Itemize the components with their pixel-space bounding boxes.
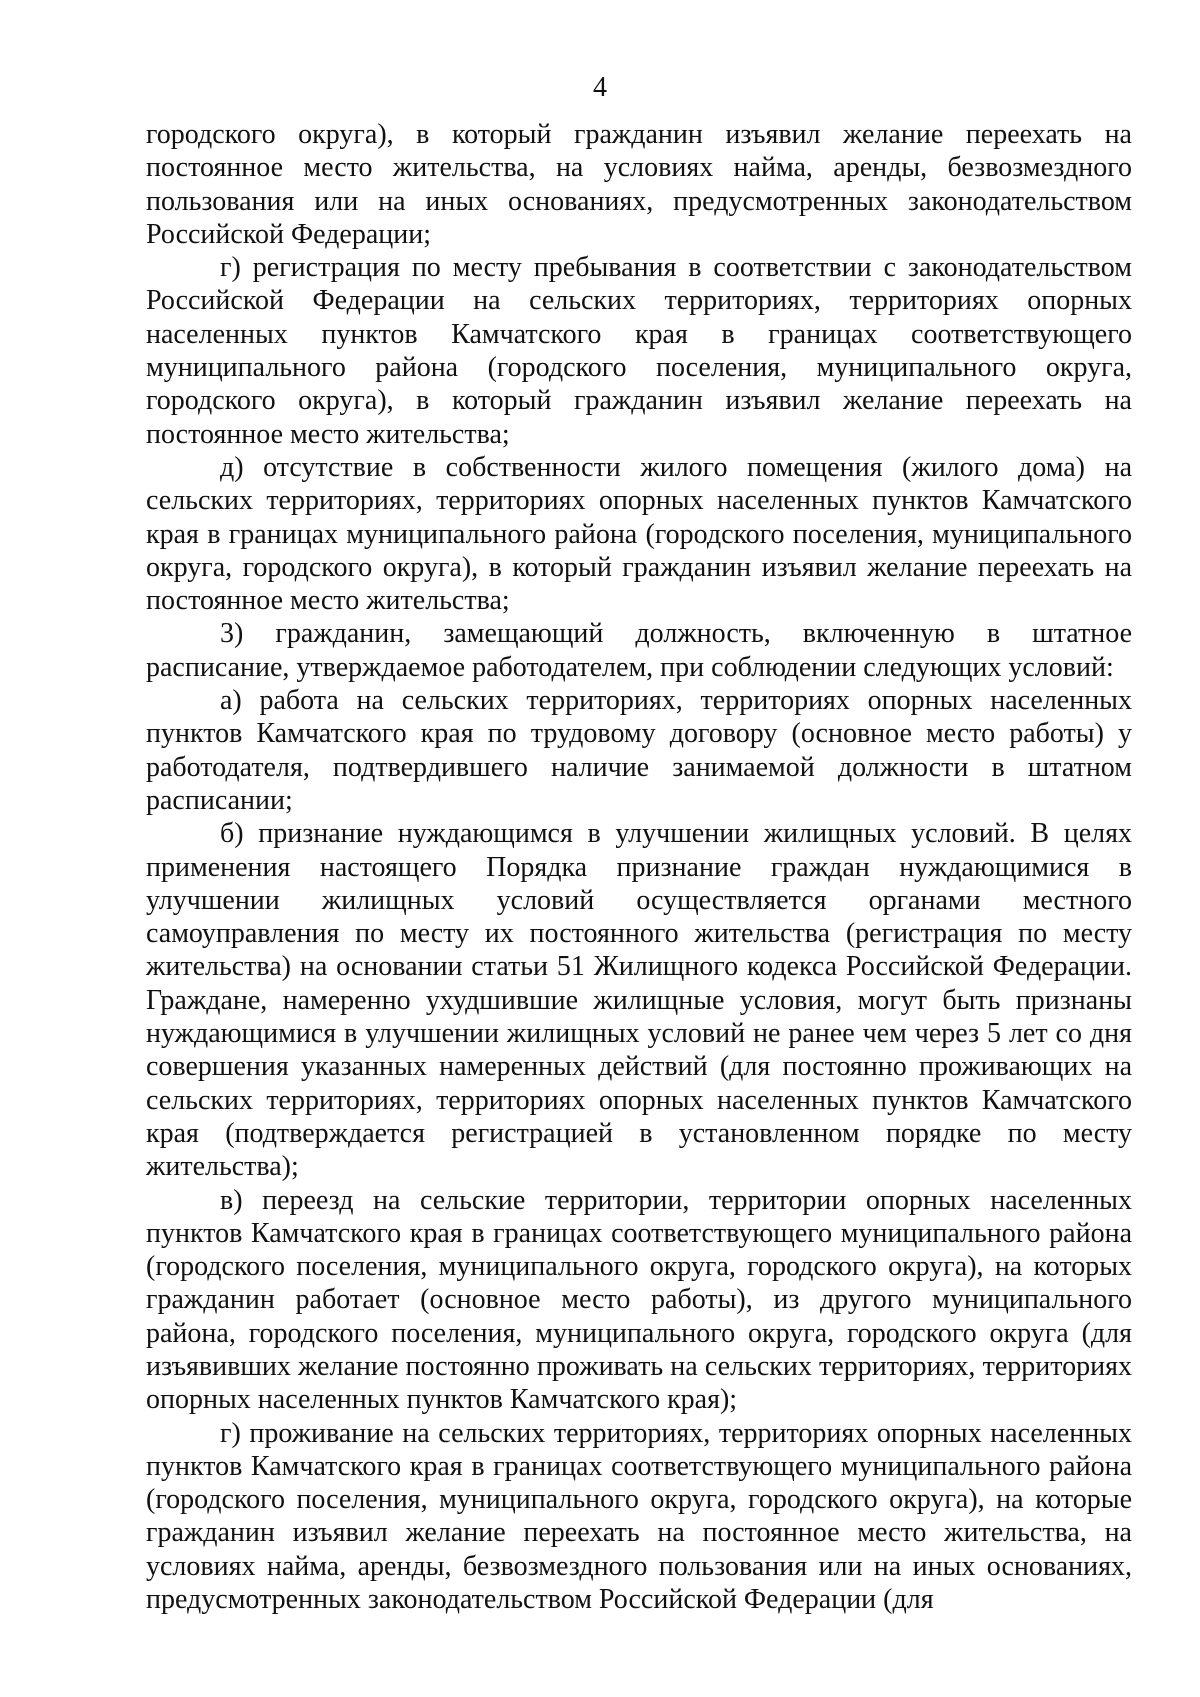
paragraph-item-b-housing-need: б) признание нуждающимся в улучшении жилищных условий. В целях применения настоящего Порядка признание граждан нуждающимися в улучшении жилищных условий осуществляется органами местного самоуправления по месту их постоянного жительства (регистрация по месту жительства) на основании статьи 51 Жилищного кодекса Российской Федерации. Граждане, намеренно ухудшившие жилищные условия, могут быть признаны нуждающимися в улучшении жилищных условий не ранее чем через 5 лет со дня совершения указанных намеренных действий (для постоянно проживающих на сельских территориях, территориях опорных населенных пунктов Камчатского края (подтверждается регистрацией в установленном порядке по месту жительства); bbox=[146, 818, 1132, 1183]
paragraph-item-3-employee: 3) гражданин, замещающий должность, включенную в штатное расписание, утверждаемое работодателем, при соблюдении следующих условий: bbox=[146, 618, 1132, 683]
paragraph-item-g-registration: г) регистрация по месту пребывания в соответствии с законодательством Российской Федерации на сельских территориях, территориях опорных населенных пунктов Камчатского края в границах соответствующего муниципального района (городского поселения, муниципального округа, городского округа), в который гражданин изъявил желание переехать на постоянное место жительства; bbox=[146, 252, 1132, 450]
paragraph-item-a-work: а) работа на сельских территориях, территориях опорных населенных пунктов Камчатского края по трудовому договору (основное место работы) у работодателя, подтвердившего наличие занимаемой должности в штатном расписании; bbox=[146, 685, 1132, 816]
document-body bbox=[146, 118, 1132, 1616]
paragraph-continuation: городского округа), в который гражданин изъявил желание переехать на постоянное место жительства, на условиях найма, аренды, безвозмездного пользования или на иных основаниях, предусмотренных законодательством Российской Федерации; bbox=[146, 119, 1132, 250]
paragraph-item-d-no-property: д) отсутствие в собственности жилого помещения (жилого дома) на сельских территориях, территориях опорных населенных пунктов Камчатского края в границах муниципального района (городского поселения, муниципального округа, городского округа), в который гражданин изъявил желание переехать на постоянное место жительства; bbox=[146, 451, 1132, 617]
page-number: 4 bbox=[593, 72, 607, 103]
paragraph-item-v-relocation: в) переезд на сельские территории, территории опорных населенных пунктов Камчатского края в границах соответствующего муниципального района (городского поселения, муниципального округа, городского округа), на которых гражданин работает (основное место работы), из другого муниципального района, городского поселения, муниципального округа, городского округа (для изъявивших желание постоянно проживать на сельских территориях, территориях опорных населенных пунктов Камчатского края); bbox=[146, 1184, 1132, 1416]
paragraph-item-g-residence: г) проживание на сельских территориях, территориях опорных населенных пунктов Камчатского края в границах соответствующего муниципального района (городского поселения, муниципального округа, городского округа), на которые гражданин изъявил желание переехать на постоянное место жительства, на условиях найма, аренды, безвозмездного пользования или на иных основаниях, предусмотренных законодательством Российской Федерации (для bbox=[146, 1417, 1132, 1616]
